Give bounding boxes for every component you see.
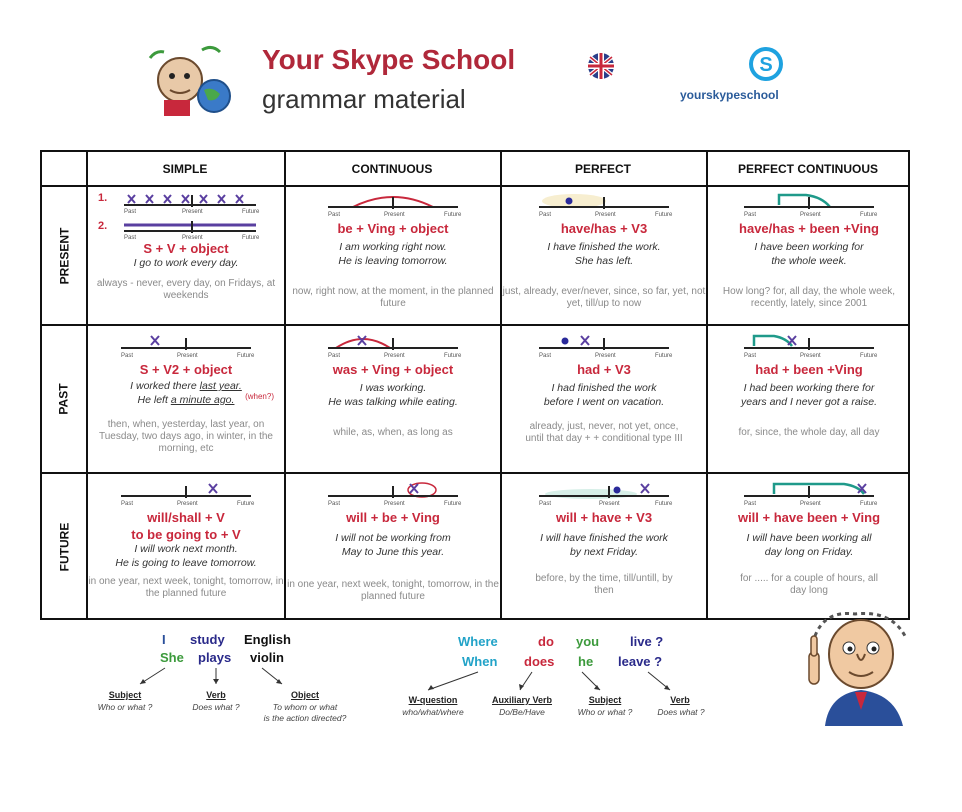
svg-text:S: S xyxy=(759,54,773,76)
timeline-diagram xyxy=(734,189,884,219)
row-header-past: PAST xyxy=(57,383,71,415)
example: I had finished the work xyxy=(551,382,657,394)
svg-text:Present: Present xyxy=(595,353,616,359)
signal-words: in one year, next week, tonight, tomorrow, in the planned future xyxy=(88,576,284,599)
example: I worked there last year. xyxy=(130,380,242,392)
example: years and I never got a raise. xyxy=(741,396,877,408)
svg-text:Present: Present xyxy=(182,209,203,215)
cell-future-perfect-continuous xyxy=(708,478,910,597)
cell-future-continuous xyxy=(286,478,500,603)
label-verb-desc: Does what ? xyxy=(192,702,240,712)
example: day long on Friday. xyxy=(764,546,854,558)
cell-present-continuous xyxy=(286,189,500,310)
svg-text:Past: Past xyxy=(328,353,341,359)
example: He is going to leave tomorrow. xyxy=(115,557,257,569)
signal-words: just, already, ever/never, since, so far, yet, not yet, till/up to now xyxy=(502,286,706,309)
page-subtitle: grammar material xyxy=(262,84,466,114)
timeline-diagram xyxy=(734,330,884,360)
column-header-continuous: CONTINUOUS xyxy=(351,161,433,176)
signal-words: before, by the time, till/untill, by then xyxy=(535,573,673,596)
example: I was working. xyxy=(359,382,427,394)
label-object-desc: is the action directed? xyxy=(263,713,347,723)
signal-words: always - never, every day, on Fridays, at weekends xyxy=(96,278,276,301)
cell-future-perfect xyxy=(502,478,706,597)
word-study: study xyxy=(190,632,225,647)
svg-text:Present: Present xyxy=(177,501,198,507)
formula: had + V3 xyxy=(577,362,631,377)
word-english: English xyxy=(244,632,291,647)
marker-2: 2. xyxy=(98,220,108,232)
formula: S + V2 + object xyxy=(139,362,233,377)
timeline-diagram xyxy=(529,189,679,219)
example: the whole week. xyxy=(771,255,847,267)
label-w-question: W-question xyxy=(408,695,458,705)
skype-icon xyxy=(748,46,784,82)
svg-text:Past: Past xyxy=(121,501,134,507)
school-logo xyxy=(142,40,242,120)
example: I will have been working all xyxy=(746,532,872,544)
formula: will + have + V3 xyxy=(555,510,653,525)
signal-words: for, since, the whole day, all day xyxy=(738,427,880,438)
column-header-simple: SIMPLE xyxy=(162,161,208,176)
word-she: She xyxy=(160,650,184,665)
svg-text:Past: Past xyxy=(124,209,137,215)
svg-text:Present: Present xyxy=(800,353,821,359)
svg-text:Future: Future xyxy=(860,353,878,359)
formula: was + Ving + object xyxy=(332,362,454,377)
cell-past-perfect xyxy=(502,330,706,445)
signal-words: then, when, yesterday, last year, on Tuesday, two days ago, in winter, in the morning, etc xyxy=(99,419,273,454)
example: May to June this year. xyxy=(341,546,445,558)
cell-present-perfect-continuous xyxy=(708,189,910,310)
svg-text:Past: Past xyxy=(539,501,552,507)
label-q-verb: Verb xyxy=(670,695,690,705)
skype-label: yourskypeschool xyxy=(680,88,779,102)
word-violin: violin xyxy=(250,650,284,665)
formula: will/shall + V xyxy=(147,510,225,525)
signal-words: while, as, when, as long as xyxy=(333,427,453,438)
example: I will not be working from xyxy=(335,532,451,544)
word-i: I xyxy=(162,632,166,647)
column-header-perfect: PERFECT xyxy=(574,161,631,176)
example: He was talking while eating. xyxy=(328,396,458,408)
signal-words: for ..... for a couple of hours, all day long xyxy=(740,573,878,596)
svg-text:Present: Present xyxy=(800,501,821,507)
timeline-diagram xyxy=(111,478,261,508)
svg-text:Past: Past xyxy=(744,212,757,218)
timeline-diagram xyxy=(318,478,468,508)
divider xyxy=(42,324,908,326)
svg-text:Past: Past xyxy=(328,212,341,218)
timeline-diagram xyxy=(111,330,261,360)
timeline-diagram xyxy=(734,478,884,508)
example: I have finished the work. xyxy=(547,241,661,253)
column-header-perfect-continuous: PERFECT CONTINUOUS xyxy=(737,161,878,176)
word-leave: leave ? xyxy=(618,654,663,669)
svg-text:Past: Past xyxy=(744,501,757,507)
svg-text:Future: Future xyxy=(860,212,878,218)
label-q-subject: Subject xyxy=(588,695,622,705)
svg-text:Future: Future xyxy=(237,501,255,507)
label-verb: Verb xyxy=(206,690,226,700)
signal-words: already, just, never, not yet, once, until that day + + conditional type III xyxy=(525,421,683,444)
word-plays: plays xyxy=(198,650,232,665)
svg-text:Future: Future xyxy=(242,209,260,215)
signal-words: How long? for, all day, the whole week, recently, lately, since 2001 xyxy=(722,286,896,309)
svg-text:Past: Past xyxy=(328,501,341,507)
svg-text:Present: Present xyxy=(177,353,198,359)
formula: will + be + Ving xyxy=(346,510,440,525)
svg-text:Future: Future xyxy=(860,501,878,507)
svg-text:Future: Future xyxy=(655,501,673,507)
word-do: do xyxy=(538,634,554,649)
divider xyxy=(42,185,908,187)
label-object: Object xyxy=(290,690,319,700)
svg-text:Present: Present xyxy=(384,212,405,218)
cell-past-simple xyxy=(88,330,284,455)
cell-past-perfect-continuous xyxy=(708,330,910,439)
example: I had been working there for xyxy=(743,382,875,394)
row-header-future: FUTURE xyxy=(57,522,72,572)
label-q-subject-desc: Who or what ? xyxy=(577,707,633,717)
formula: will + have been + Ving xyxy=(737,510,881,525)
timeline-diagram xyxy=(318,330,468,360)
svg-text:Future: Future xyxy=(242,235,260,239)
svg-text:Future: Future xyxy=(237,353,255,359)
example: I am working right now. xyxy=(339,241,447,253)
formula: have/has + V3 xyxy=(560,221,648,236)
label-aux-verb: Auxiliary Verb xyxy=(491,695,553,705)
timeline-diagram xyxy=(96,189,276,239)
svg-text:Past: Past xyxy=(744,353,757,359)
tense-table xyxy=(40,150,910,620)
formula: S + V + object xyxy=(143,241,229,256)
svg-text:Present: Present xyxy=(599,501,620,507)
signal-words: in one year, next week, tonight, tomorrow, in the planned future xyxy=(287,579,499,602)
example: She has left. xyxy=(574,255,634,267)
label-w-question-desc: who/what/where xyxy=(402,707,464,717)
label-q-verb-desc: Does what ? xyxy=(657,707,705,717)
cell-present-perfect xyxy=(502,189,706,310)
row-header-present: PRESENT xyxy=(57,227,71,284)
word-when: When xyxy=(462,654,498,669)
label-aux-verb-desc: Do/Be/Have xyxy=(499,707,545,717)
svg-text:Future: Future xyxy=(444,501,462,507)
svg-text:Present: Present xyxy=(384,501,405,507)
svg-text:Future: Future xyxy=(444,353,462,359)
example: He is leaving tomorrow. xyxy=(338,255,448,267)
page-title: Your Skype School xyxy=(262,44,516,75)
svg-text:Past: Past xyxy=(124,235,137,239)
svg-text:Past: Past xyxy=(539,353,552,359)
cell-present-simple xyxy=(88,189,284,302)
word-live: live ? xyxy=(630,634,664,649)
label-object-desc: To whom or what xyxy=(272,702,338,712)
svg-text:Present: Present xyxy=(595,212,616,218)
label-subject-desc: Who or what ? xyxy=(97,702,153,712)
timeline-diagram xyxy=(529,330,679,360)
svg-text:Future: Future xyxy=(655,353,673,359)
example: I will have finished the work xyxy=(540,532,668,544)
cell-past-continuous xyxy=(286,330,500,439)
word-does: does xyxy=(524,654,555,669)
word-where: Where xyxy=(458,634,498,649)
formula: to be going to + V xyxy=(131,527,241,542)
teacher-illustration xyxy=(795,606,925,726)
word-you: you xyxy=(576,634,600,649)
example: by next Friday. xyxy=(569,546,639,558)
svg-text:Present: Present xyxy=(384,353,405,359)
marker-1: 1. xyxy=(98,192,108,204)
svg-text:Present: Present xyxy=(182,235,203,239)
example: He left a minute ago. xyxy=(137,394,235,406)
formula: be + Ving + object xyxy=(337,221,449,236)
example: I go to work every day. xyxy=(133,257,239,269)
formula: have/has + been +Ving xyxy=(739,221,879,236)
example: I have been working for xyxy=(754,241,864,253)
example: I will work next month. xyxy=(134,543,238,555)
when-note: (when?) xyxy=(245,392,274,401)
word-he: he xyxy=(578,654,594,669)
example: before I went on vacation. xyxy=(543,396,665,408)
svg-text:Future: Future xyxy=(655,212,673,218)
svg-text:Past: Past xyxy=(121,353,134,359)
signal-words: now, right now, at the moment, in the planned future xyxy=(292,286,494,309)
timeline-diagram xyxy=(318,189,468,219)
svg-text:Future: Future xyxy=(444,212,462,218)
divider xyxy=(42,472,908,474)
svg-text:Past: Past xyxy=(539,212,552,218)
timeline-diagram xyxy=(529,478,679,508)
uk-flag-icon xyxy=(587,52,615,80)
svg-text:Present: Present xyxy=(800,212,821,218)
label-subject: Subject xyxy=(108,690,142,700)
formula: had + been +Ving xyxy=(755,362,863,377)
cell-future-simple xyxy=(88,478,284,600)
